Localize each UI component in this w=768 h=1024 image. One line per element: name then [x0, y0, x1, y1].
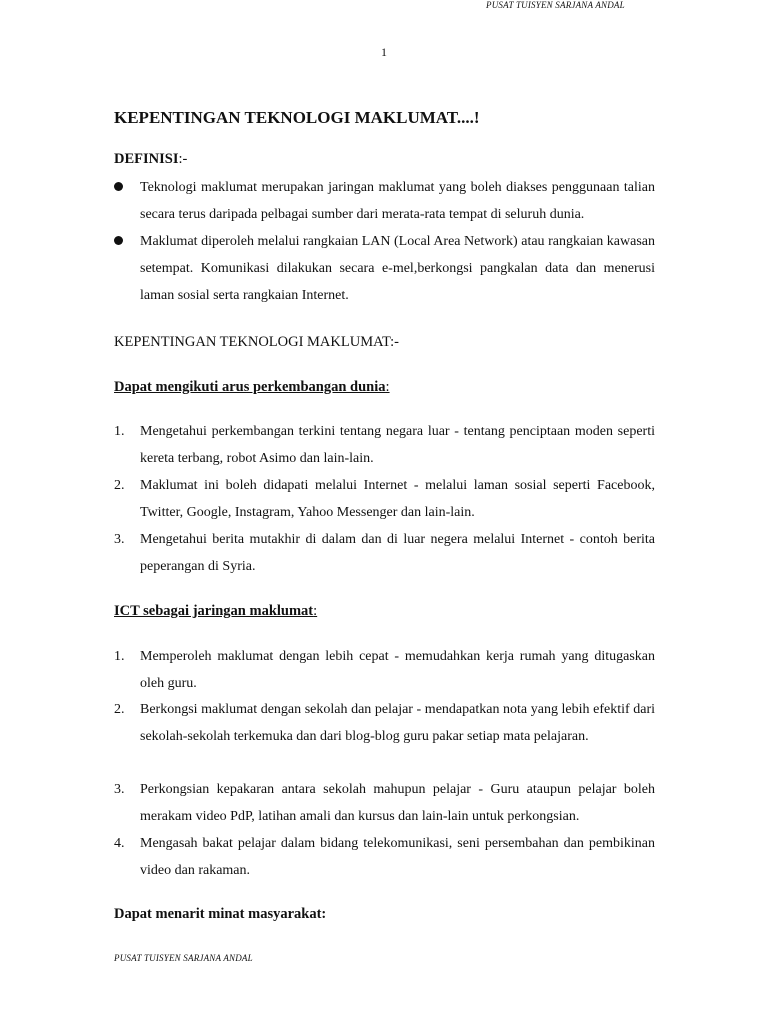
section2-item-3: Perkongsian kepakaran antara sekolah mahupun pelajar - Guru ataupun pelajar boleh merakam video PdP, latihan amali dan kursus dan lain-lain untuk perkongsian.	[140, 782, 655, 824]
definisi-bullet-1: Teknologi maklumat merupakan jaringan maklumat yang boleh diakses penggunaan talian secara terus daripada pelbagai sumber dari merata-rata tempat di seluruh dunia.	[140, 180, 655, 222]
section2-item-2-number: 2.	[114, 702, 125, 717]
section1-heading	[114, 379, 390, 396]
section1-heading-text: Dapat mengikuti arus perkembangan dunia	[114, 379, 386, 395]
section1-item-2: Maklumat ini boleh didapati melalui Internet - melalui laman sosial seperti Facebook, Twitter, Google, Instagram, Yahoo Messenger dan lain-lain.	[140, 478, 655, 520]
section2-item-4: Mengasah bakat pelajar dalam bidang telekomunikasi, seni persembahan dan pembikinan video dan rakaman.	[140, 836, 655, 878]
section2-item-4-number: 4.	[114, 836, 125, 851]
definisi-heading-suffix: :-	[178, 151, 188, 167]
section1-item-1: Mengetahui perkembangan terkini tentang negara luar - tentang penciptaan moden seperti kereta terbang, robot Asimo dan lain-lain.	[140, 424, 655, 466]
page-number: 1	[381, 45, 387, 59]
page-title: KEPENTINGAN TEKNOLOGI MAKLUMAT....!	[114, 108, 480, 127]
section1-item-1-number: 1.	[114, 424, 125, 439]
section2-item-3-number: 3.	[114, 782, 125, 797]
running-header: PUSAT TUISYEN SARJANA ANDAL	[486, 0, 625, 10]
section2-heading-text: ICT sebagai jaringan maklumat	[114, 603, 314, 619]
kepentingan-heading	[114, 334, 399, 351]
kepentingan-heading-suffix: :-	[390, 334, 399, 350]
section1-item-2-number: 2.	[114, 478, 125, 493]
definisi-bullet-2: Maklumat diperoleh melalui rangkaian LAN (Local Area Network) atau rangkaian kawasan setempat. Komunikasi dilakukan secara e-mel,berkongsi pangkalan data dan menerusi laman sosial serta rangkaian Internet.	[140, 234, 655, 303]
running-footer: PUSAT TUISYEN SARJANA ANDAL	[114, 953, 253, 963]
definisi-heading	[114, 151, 187, 168]
bullet-icon	[114, 236, 123, 245]
section2-heading-suffix: :	[313, 603, 318, 619]
section2-item-1: Memperoleh maklumat dengan lebih cepat - memudahkan kerja rumah yang ditugaskan oleh guru.	[140, 649, 655, 691]
section2-item-1-number: 1.	[114, 649, 125, 664]
section2-heading	[114, 603, 317, 620]
section1-item-3: Mengetahui berita mutakhir di dalam dan di luar negera melalui Internet - contoh berita peperangan di Syria.	[140, 532, 655, 574]
definisi-heading-text: DEFINISI	[114, 151, 179, 167]
bullet-icon	[114, 182, 123, 191]
section1-item-3-number: 3.	[114, 532, 125, 547]
section2-item-2: Berkongsi maklumat dengan sekolah dan pelajar - mendapatkan nota yang lebih efektif dari sekolah-sekolah terkemuka dan dari blog-blog guru pakar setiap mata pelajaran.	[140, 702, 655, 744]
section3-heading: Dapat menarit minat masyarakat:	[114, 906, 327, 922]
kepentingan-heading-text: KEPENTINGAN TEKNOLOGI MAKLUMAT	[114, 334, 391, 350]
section1-heading-suffix: :	[385, 379, 390, 395]
